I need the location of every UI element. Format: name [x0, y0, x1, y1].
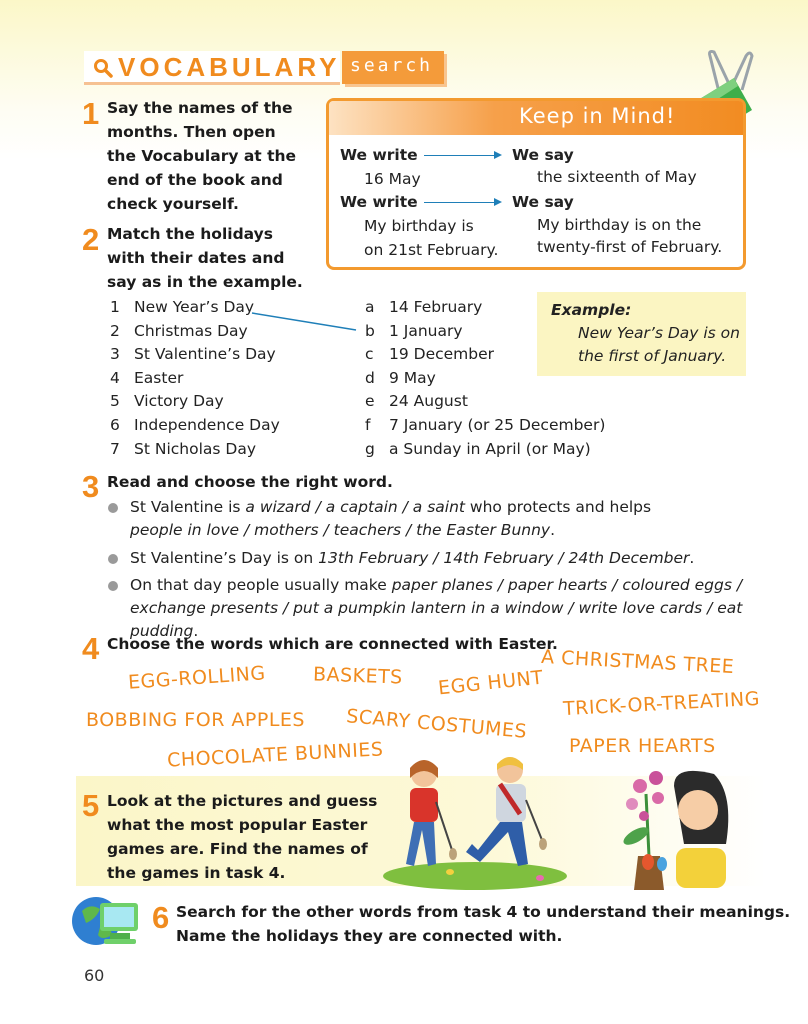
vocabulary-title: VOCABULARY [118, 52, 341, 82]
list-item: 5 Victory Day [110, 392, 224, 411]
children-egg-rolling-illustration [380, 754, 570, 890]
write-value-2: My birthday is on 21st February. [364, 217, 499, 259]
page-number: 60 [84, 966, 105, 985]
task-3-number: 3 [82, 469, 100, 504]
list-item: 3 St Valentine’s Day [110, 345, 276, 364]
task-1-text: Say the names of the months. Then open the Vocabulary at the end of the book and check yourself. [107, 99, 297, 213]
task-6-number: 6 [152, 900, 170, 935]
task-3-bullet-3: On that day people usually make paper planes / paper hearts / coloured eggs / exchange presents / put a pumpkin lantern in a window / write love cards / eat pudding. [130, 574, 760, 643]
list-item: g a Sunday in April (or May) [365, 439, 591, 458]
task-3-instruction: Read and choose the right word. [107, 473, 393, 491]
word-christmas-tree: A CHRISTMAS TREE [540, 645, 735, 679]
word-egg-hunt: EGG HUNT [437, 666, 545, 700]
girl-with-flowers-illustration [614, 764, 734, 896]
arrow-1 [424, 155, 500, 156]
task-3-bullet-2: St Valentine’s Day is on 13th February / 14th February / 24th December. [130, 547, 760, 570]
word-baskets: BASKETS [312, 663, 404, 689]
we-say-label-2: We say [512, 193, 574, 211]
task-5-text: Look at the pictures and guess what the most popular Easter games are. Find the names of the games in task 4. [107, 792, 378, 882]
task-2-text: Match the holidays with their dates and say as in the example. [107, 225, 303, 291]
word-scary-costumes: SCARY COSTUMES [345, 705, 528, 743]
we-write-label-2: We write [340, 193, 418, 211]
list-item: a 14 February [365, 298, 483, 316]
globe-computer-icon [70, 893, 142, 951]
list-item: f 7 January (or 25 December) [365, 415, 606, 434]
list-item: c 19 December [365, 345, 495, 364]
task-2-number: 2 [82, 222, 100, 257]
list-item: e 24 August [365, 392, 468, 411]
word-paper-hearts: PAPER HEARTS [569, 735, 716, 757]
list-item: 2 Christmas Day [110, 321, 248, 340]
example-box: Example: New Year’s Day is on the first of January. [537, 292, 746, 376]
list-item: b 1 January [365, 321, 463, 340]
say-value-2: My birthday is on the twenty-first of February. [537, 216, 723, 256]
list-item: 6 Independence Day [110, 415, 280, 434]
arrow-2 [424, 202, 500, 203]
keep-in-mind-title: Keep in Mind! [519, 104, 676, 128]
task-3-bullet-1: St Valentine is a wizard / a captain / a saint who protects and helps people in love / mothers / teachers / the Easter Bunny. [130, 496, 760, 542]
task-4-instruction: Choose the words which are connected with Easter. [107, 635, 558, 653]
we-say-label-1: We say [512, 146, 574, 164]
word-bobbing-for-apples: BOBBING FOR APPLES [86, 709, 305, 731]
task-4-number: 4 [82, 631, 100, 666]
task-6-text: Search for the other words from task 4 to understand their meanings. Name the holidays they are connected with. [176, 903, 791, 945]
list-item: 1 New Year’s Day [110, 298, 255, 316]
match-line [250, 308, 360, 334]
search-tag: search [342, 51, 444, 84]
example-label: Example: [551, 301, 632, 319]
list-item: 7 St Nicholas Day [110, 439, 256, 458]
write-value-1: 16 May [364, 170, 421, 188]
word-trick-or-treating: TRICK-OR-TREATING [562, 687, 761, 721]
say-value-1: the sixteenth of May [537, 168, 697, 186]
magnifier-icon [93, 58, 113, 78]
word-egg-rolling: EGG-ROLLING [127, 662, 267, 694]
task-5-number: 5 [82, 788, 100, 823]
task-1-number: 1 [82, 96, 100, 131]
word-chocolate-bunnies: CHOCOLATE BUNNIES [166, 738, 384, 772]
list-item: 4 Easter [110, 368, 184, 387]
we-write-label-1: We write [340, 146, 418, 164]
list-item: d 9 May [365, 368, 436, 387]
